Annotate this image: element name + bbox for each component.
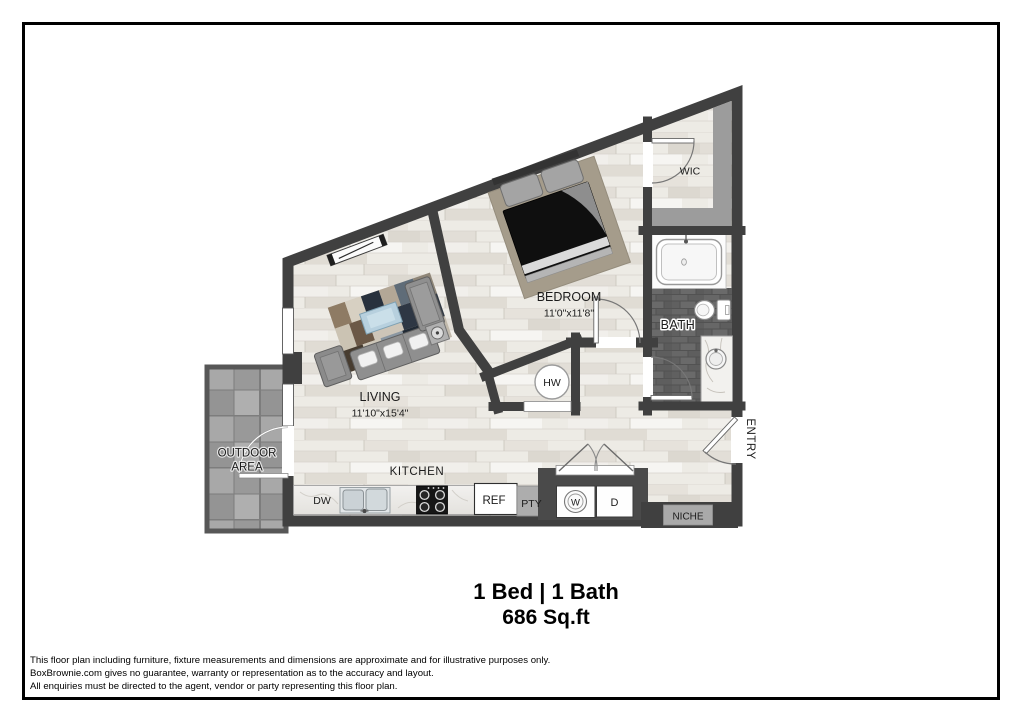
summary-sqft: 686 Sq.ft: [502, 606, 590, 629]
refrigerator-label: REF: [482, 495, 506, 507]
hw-label: HW: [543, 377, 561, 389]
vanity-icon: [701, 336, 733, 402]
plan-summary: [286, 578, 806, 631]
stove-icon: [417, 486, 448, 514]
hw-door: [524, 402, 571, 412]
bedroom-dims: 11'0"x11'8": [543, 307, 595, 320]
bedroom-label: BEDROOM: [536, 290, 602, 304]
living-label: LIVING: [359, 390, 401, 404]
niche-label: NICHE: [672, 511, 704, 523]
kitchen-label: KITCHEN: [389, 466, 445, 478]
outdoor-label-line1: OUTDOOR: [217, 447, 277, 460]
kitchen-counter: [294, 484, 548, 517]
disclaimer-line3: All enquiries must be directed to the agent, vendor or party representing this floor plan.: [30, 680, 398, 692]
dryer-label: D: [610, 497, 619, 509]
disclaimer-line2: BoxBrownie.com gives no guarantee, warranty or representation as to the accuracy and layout.: [30, 667, 434, 679]
wic-label: WIC: [679, 165, 701, 178]
wall-pillar: [288, 352, 302, 384]
sink-icon: [340, 488, 390, 514]
bathroom: [652, 230, 733, 403]
pantry-label: PTY: [521, 498, 542, 510]
living-dims: 11'10"x15'4": [351, 407, 409, 420]
disclaimer-line1: This floor plan including furniture, fixture measurements and dimensions are approximate and for illustrative purposes only.: [30, 655, 551, 666]
outdoor-label-line2: AREA: [231, 461, 263, 474]
summary-bed-bath: 1 Bed | 1 Bath: [473, 579, 619, 604]
entry-label: ENTRY: [744, 418, 756, 460]
washer-label: W: [571, 497, 580, 509]
bath-label: BATH: [660, 318, 696, 332]
disclaimer: [30, 655, 790, 694]
dishwasher-label: DW: [313, 495, 331, 507]
